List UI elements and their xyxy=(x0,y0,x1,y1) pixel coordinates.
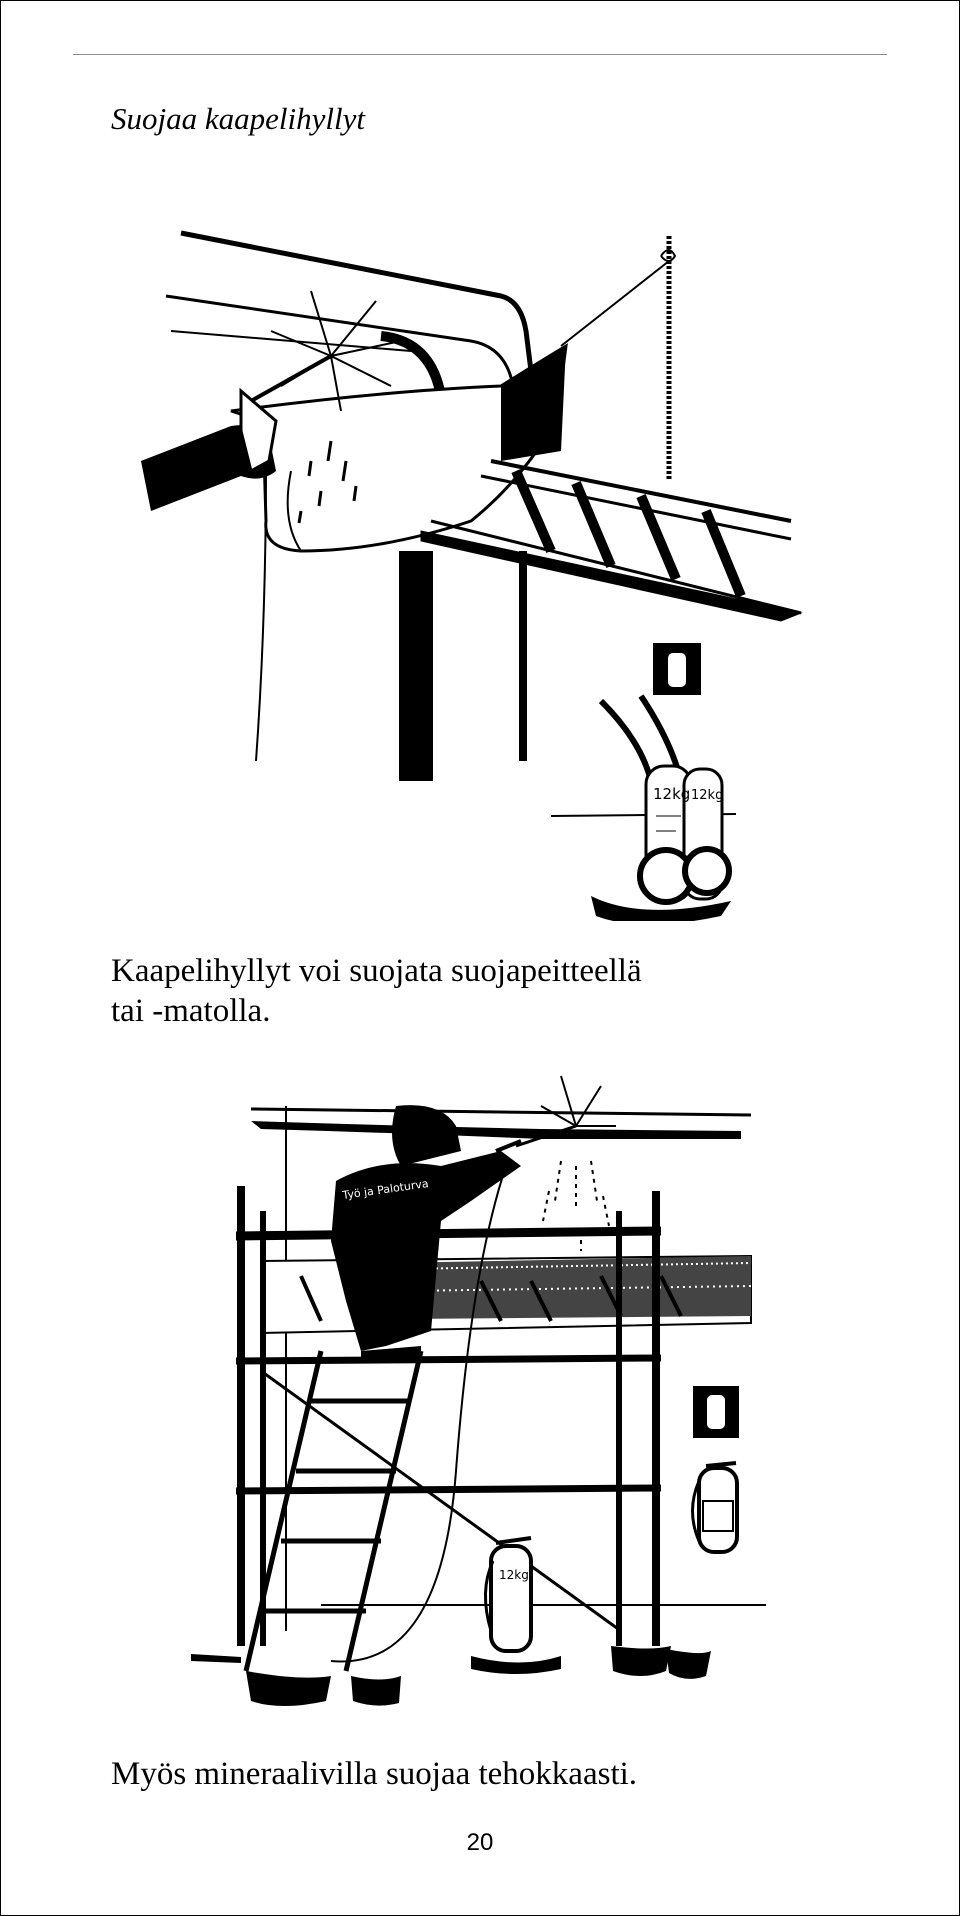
floor-extinguisher-label: 12kg xyxy=(499,1568,529,1582)
extinguisher-sign xyxy=(653,643,701,695)
worker-jacket-text: Työ ja Paloturva xyxy=(341,1177,430,1202)
floor-shadows xyxy=(191,1646,711,1706)
illustration-cable-tray-blanket xyxy=(1,221,959,921)
top-rule xyxy=(73,54,887,55)
hanging-rope xyxy=(561,236,675,481)
mineral-wool-tray xyxy=(261,1256,751,1333)
extinguisher-sign xyxy=(693,1386,739,1438)
scaffold-ladder xyxy=(246,1351,421,1671)
support-column xyxy=(399,551,527,781)
wheeled-fire-extinguishers xyxy=(591,696,731,921)
scaffold xyxy=(236,1186,661,1646)
caption-second: Myös mineraalivilla suojaa tehokkaasti. xyxy=(111,1756,638,1792)
extinguisher-label-left: 12kg xyxy=(653,785,691,803)
page-number: 20 xyxy=(466,1829,494,1856)
caption-first-line-2: tai -matolla. xyxy=(111,993,271,1029)
caption-first xyxy=(111,951,642,1031)
caption-first-line-1: Kaapelihyllyt voi suojata suojapeitteellä xyxy=(111,953,642,989)
welding-spark xyxy=(541,1076,616,1251)
illustration-scaffold-mineral-wool xyxy=(1,1071,959,1731)
extinguisher-label-right: 12kg xyxy=(691,788,724,803)
wall-fire-extinguisher xyxy=(693,1463,738,1552)
protective-blanket xyxy=(231,346,566,551)
section-heading: Suojaa kaapelihyllyt xyxy=(111,101,365,136)
